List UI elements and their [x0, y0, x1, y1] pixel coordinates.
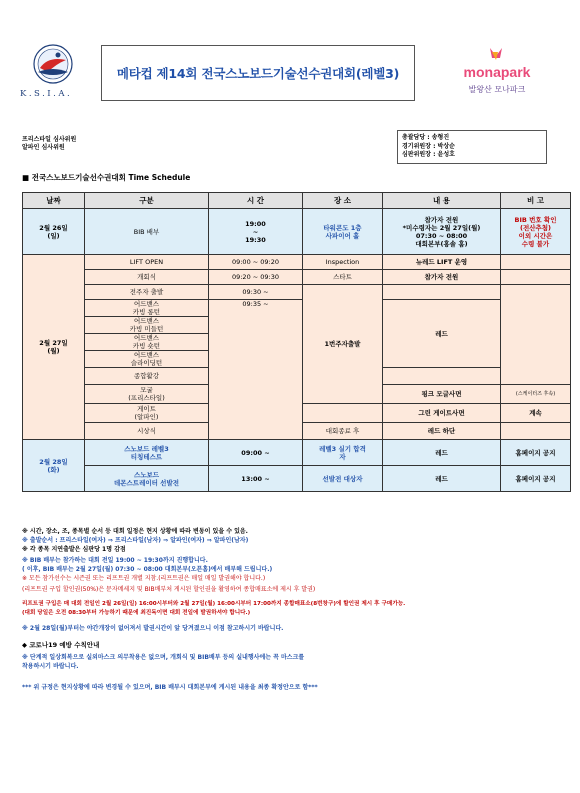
cell-place: 스타트 [303, 270, 383, 285]
note-line: ※ 2월 28일(월)부터는 야간개장이 없어져서 발권시간이 앞 당겨졌으니 이점 참고하시기 바랍니다. [22, 625, 284, 632]
table-header-row [23, 193, 571, 209]
cell-category: 어드밴스 슬라이딩턴 [85, 351, 209, 368]
note-heading: ◆ 코로나19 예방 수칙안내 [22, 641, 100, 649]
cell-time: 09:00 ~ 09:20 [209, 255, 303, 270]
note-line: ※ 시간, 장소, 조, 종목별 순서 등 대회 일정은 현지 상황에 따라 변동이 있을 수 있음. [22, 528, 248, 535]
cell-time: 09:20 ~ 09:30 [209, 270, 303, 285]
cell-note: (스케이터즈 후속) [501, 385, 571, 404]
cell-content: 레드 하단 [383, 423, 501, 440]
section-title: ■ 전국스노보드기술선수권대회 Time Schedule [22, 173, 191, 182]
judge-freestyle: 프리스타일 심사위원 [22, 136, 77, 143]
cell-category: 개회식 [85, 270, 209, 285]
cell-note [501, 270, 571, 285]
cell-category: 스노보드 레벨3 티칭테스트 [85, 440, 209, 466]
cell-note: 홈페이지 공지 [501, 440, 571, 466]
schedule-table [22, 192, 571, 492]
event-title [101, 45, 415, 101]
note-line: ※ 각 종목 지연출발은 심판당 1명 감점 [22, 546, 126, 553]
note-line: 착용하시기 바랍니다. [22, 663, 79, 670]
cell-category: 어드밴스 카빙 미들턴 [85, 317, 209, 334]
cell-place: 레벨3 실기 합격 자 [303, 440, 383, 466]
cell-place: 타워콘도 1층 사파이어 홀 [303, 209, 383, 255]
ksia-label: K.S.I.A. [20, 89, 73, 99]
cell-place: Inspection [303, 255, 383, 270]
cell-time: 19:00 ~ 19:30 [209, 209, 303, 255]
cell-content: 뉴레드 LIFT 운영 [383, 255, 501, 270]
cell-note: 계속 [501, 404, 571, 423]
staff-committee: 경기위원장 : 박상순 [402, 142, 455, 150]
cell-content: 참가자 전원 [383, 270, 501, 285]
cell-note: BIB 번호 확인 (전산추첨) 이외 시간은 수령 불가 [501, 209, 571, 255]
header-date: 날짜 [23, 193, 85, 209]
cell-category: 종합활강 [85, 368, 209, 385]
table-row [23, 209, 571, 255]
cell-content: 레드 [383, 466, 501, 492]
cell-note [501, 285, 571, 385]
note-line: ※ 모든 참가선수는 시즌권 또는 리프트권 개별 지참.(리프트권은 매일 매일 발권해야 합니다.) [22, 575, 266, 582]
cell-place [303, 404, 383, 423]
title-prefix: 메타컵 [116, 66, 153, 81]
header-content: 내 용 [383, 193, 501, 209]
note-line: ( 이후, BIB 배부는 2월 27일(월) 07:30 ~ 08:00 대회본부(오픈홈)에서 배부해 드립니다.) [22, 566, 273, 573]
header-place: 장 소 [303, 193, 383, 209]
title-main: 제14회 전국스노보드기술선수권대회(레벨3) [156, 66, 400, 81]
header-note: 비 고 [501, 193, 571, 209]
cell-date: 2월 28일 (화) [23, 440, 85, 492]
cell-content: 참가자 전원 *미수령자는 2월 27일(월) 07:30 ~ 08:00 대회본부(홍솔 홈) [383, 209, 501, 255]
staff-general: 총괄담당 : 송형진 [402, 134, 450, 141]
table-row [23, 285, 571, 300]
cell-category: LIFT OPEN [85, 255, 209, 270]
header-time: 시 간 [209, 193, 303, 209]
note-line: *** 위 규정은 현지상황에 따라 변경될 수 있으며, BIB 배부시 대회본부에 게시된 내용을 최종 확정안으로 함*** [22, 684, 318, 691]
cell-category: 게이트 (알파인) [85, 404, 209, 423]
cell-note [501, 423, 571, 440]
cell-content: 레드 [383, 440, 501, 466]
cell-content [383, 285, 501, 300]
table-row [23, 300, 571, 317]
cell-place: 대회종료 후 [303, 423, 383, 440]
staff-referee: 심판위원장 : 윤성호 [402, 151, 455, 158]
cell-note [501, 255, 571, 270]
note-line: 리프트권 구입은 매 대회 전일인 2월 26일(일) 16:00시부터와 2월 27일(월) 16:00시부터 17:00까지 종합매표소(8번창구)에 할인권 제시 후 구매가능. [22, 601, 406, 607]
note-line: ※ 출발순서 : 프리스타일(여자) ⇒ 프리스타일(남자) ⇒ 알파인(여자) ⇒ 알파인(남자) [22, 537, 249, 544]
cell-category: 스노보드 데몬스트레이터 선발전 [85, 466, 209, 492]
judge-alpine: 알파인 심사위원 [22, 144, 65, 151]
brand-sub: 발왕산 모나파크 [468, 85, 526, 94]
table-row [23, 440, 571, 466]
table-row [23, 270, 571, 285]
cell-date: 2월 26일 (일) [23, 209, 85, 255]
cell-content [383, 368, 501, 385]
header-category: 구분 [85, 193, 209, 209]
cell-note: 홈페이지 공지 [501, 466, 571, 492]
cell-time: 09:30 ~ [209, 285, 303, 300]
note-line: ※ 단계적 일상회복으로 실외마스크 의무착용은 없으며, 개회식 및 BIB배부 등의 실내행사에는 꼭 마스크를 [22, 654, 305, 661]
monapark-logo [452, 44, 542, 100]
brand-name: monapark [463, 64, 531, 80]
staff-box [397, 130, 547, 164]
judges-list [22, 136, 76, 152]
cell-category: 어드밴스 카빙 롱턴 [85, 300, 209, 317]
note-line: (리프트권 구입 할인권(50%)은 문자메세지 및 BIB배부처 게시된 할인권을 활영하여 종합매표소에 제시 후 발권) [22, 586, 316, 593]
table-row [23, 466, 571, 492]
cell-category: 어드밴스 카빙 숏턴 [85, 334, 209, 351]
notes-section [22, 527, 562, 692]
cell-category: 전주자 출발 [85, 285, 209, 300]
cell-time: 09:00 ~ [209, 440, 303, 466]
note-line: (대회 당일은 오전 08:30부터 가능하기 때문에 최진독이면 대회 전일에 발권하셔야 합니다.) [22, 610, 251, 616]
cell-time: 09:35 ~ [209, 300, 303, 440]
note-line: ※ BIB 배부는 참가하는 대회 전일 19:00 ~ 19:30까지 진행합니다. [22, 557, 208, 564]
cell-place: 선발전 대상자 [303, 466, 383, 492]
cell-content: 그린 게이트사면 [383, 404, 501, 423]
cell-category: 모굴 (프리스타일) [85, 385, 209, 404]
cell-time: 13:00 ~ [209, 466, 303, 492]
cell-content: 핑크 모글사면 [383, 385, 501, 404]
cell-place-merged: 1번주자출발 [303, 285, 383, 404]
cell-content-merged: 레드 [383, 300, 501, 368]
cell-category: BIB 배부 [85, 209, 209, 255]
cell-date: 2월 27일 (월) [23, 255, 85, 440]
cell-category: 시상식 [85, 423, 209, 440]
table-row [23, 255, 571, 270]
